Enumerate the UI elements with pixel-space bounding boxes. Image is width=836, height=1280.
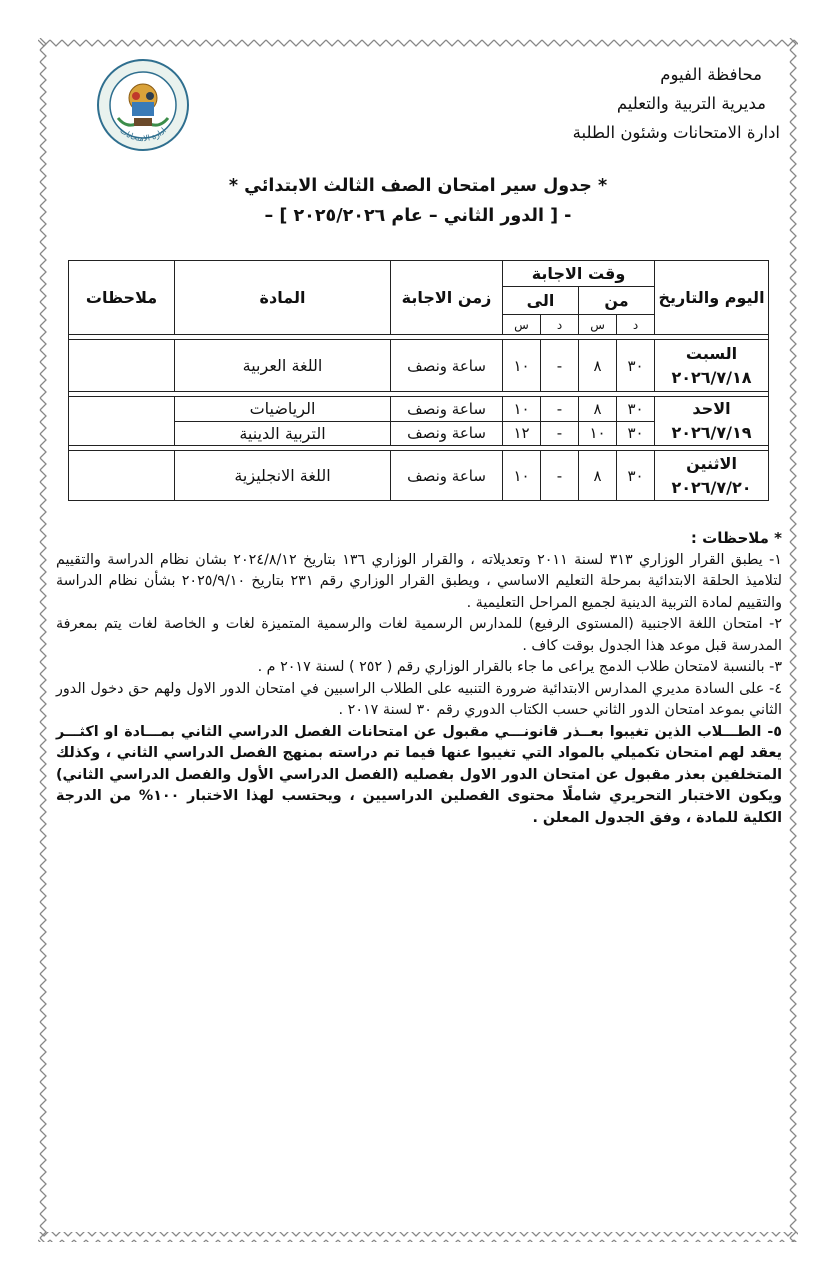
- day-date: ٢٠٢٦/٧/١٩: [671, 423, 752, 442]
- header-to: الى: [503, 287, 579, 315]
- from-minutes: ٣٠: [617, 397, 655, 422]
- notes-cell: [69, 340, 175, 392]
- header-day-date: اليوم والتاريخ: [655, 261, 769, 335]
- day-name: السبت: [685, 343, 738, 363]
- to-minutes: -: [541, 397, 579, 422]
- duration: ساعة ونصف: [391, 421, 503, 446]
- note-item-2: ٢- امتحان اللغة الاجنبية (المستوى الرفيع) للمدارس الرسمية لغات والرسمية المتميزة لغات و الخاصة لغات يتم بمعرفة المدرسة قبل موعد هذا الجدول بوقت كاف .: [56, 616, 782, 654]
- header-answer-time: وقت الاجابة: [503, 261, 655, 287]
- table-row: [69, 340, 769, 392]
- governorate-name: محافظة الفيوم: [660, 65, 762, 84]
- to-hours: ١٠: [503, 340, 541, 392]
- directorate-header: [572, 60, 780, 147]
- svg-text:ادارة الامتحانات: ادارة الامتحانات: [118, 125, 168, 144]
- to-hours: ١٠: [503, 397, 541, 422]
- header-to-minutes: د: [541, 315, 579, 335]
- header-from: من: [579, 287, 655, 315]
- subject: الرياضيات: [175, 397, 391, 422]
- day-date: ٢٠٢٦/٧/٢٠: [671, 477, 752, 497]
- notes-heading: * ملاحظات :: [690, 529, 782, 547]
- from-minutes: ٣٠: [617, 451, 655, 501]
- ministry-logo: [96, 58, 190, 152]
- to-minutes: -: [541, 340, 579, 392]
- to-hours: ١٠: [503, 451, 541, 501]
- from-hours: ٨: [579, 397, 617, 422]
- page-subtitle: - [ الدور الثاني – عام ٢٠٢٥/٢٠٢٦ ] –: [264, 206, 572, 226]
- to-hours: ١٢: [503, 421, 541, 446]
- subject: التربية الدينية: [175, 421, 391, 446]
- from-hours: ٨: [579, 340, 617, 392]
- to-minutes: -: [541, 451, 579, 501]
- from-minutes: ٣٠: [617, 340, 655, 392]
- header-from-hours: س: [579, 315, 617, 335]
- notes-cell: [69, 451, 175, 501]
- page-title: * جدول سير امتحان الصف الثالث الابتدائي *: [228, 176, 608, 196]
- header-notes: ملاحظات: [69, 261, 175, 335]
- day-name: الاثنين: [686, 453, 737, 473]
- header-from-minutes: د: [617, 315, 655, 335]
- from-hours: ٨: [579, 451, 617, 501]
- header-to-hours: س: [503, 315, 541, 335]
- subject: اللغة العربية: [175, 340, 391, 392]
- table-row: [69, 451, 769, 501]
- notes-section: [56, 528, 782, 829]
- header-subject: المادة: [175, 261, 391, 335]
- exam-schedule-table: [68, 260, 769, 501]
- note-item-3: ٣- بالنسبة لامتحان طلاب الدمج يراعى ما جاء بالقرار الوزاري رقم ( ٢٥٢ ) لسنة ٢٠١٧ م .: [257, 659, 782, 675]
- duration: ساعة ونصف: [391, 340, 503, 392]
- note-item-4: ٤- على السادة مديري المدارس الابتدائية ضرورة التنبيه على الطلاب الراسبين في امتحان الدور الاول ولهم حق دخول الدور الثاني بموعد امتحان الدور الثاني حسب الكتاب الدوري رقم ٣٠ لسنة ٢٠١٧ .: [56, 680, 782, 718]
- table-row: [69, 397, 769, 422]
- directorate-name: مديرية التربية والتعليم: [616, 94, 766, 113]
- duration: ساعة ونصف: [391, 451, 503, 501]
- day-date: ٢٠٢٦/٧/١٨: [671, 367, 752, 387]
- from-hours: ١٠: [579, 421, 617, 446]
- header-duration: زمن الاجابة: [391, 261, 503, 335]
- note-item-1: ١- يطبق القرار الوزاري ٣١٣ لسنة ٢٠١١ وتعديلاته ، والقرار الوزاري ١٣٦ بتاريخ ٢٠٢٤/٨/١٢ بشان نظام الدراسة والتقييم لتلاميذ الحلقة الابتدائية بمرحلة التعليم الاساسي ، ويطبق القرار الوزاري رقم ٢٣١ بتاريخ ٢٠٢٥/٩/١٠ بشأن نظام الدراسة والتقييم لمادة التربية الدينية لجميع المراحل التعليمية .: [56, 551, 782, 611]
- notes-cell: [69, 397, 175, 446]
- to-minutes: -: [541, 421, 579, 446]
- day-name: الاحد: [692, 399, 731, 418]
- note-item-5: ٥- الطـــلاب الذين تغيبوا بعــذر قانونـــي مقبول عن امتحانات الفصل الدراسي الثاني بمـــادة او اكثـــر يعقد لهم امتحان تكميلي بالمواد التي تغيبوا عنها فيما تم دراسته بمنهج الفصل الدراسي الثاني ، وكذلك المتخلفين بعذر مقبول عن امتحان الدور الاول بفصليه (الفصل الدراسي الأول والفصل الدراسي الثاني) ويكون الاختبار التحريري شاملًا محتوى الفصلين الدراسيين ، ويحتسب لهذا الاختبار ١٠٠% من الدرجة الكلية للمادة ، وفق الجدول المعلن .: [56, 723, 782, 826]
- subject: اللغة الانجليزية: [175, 451, 391, 501]
- from-minutes: ٣٠: [617, 421, 655, 446]
- duration: ساعة ونصف: [391, 397, 503, 422]
- department-name: ادارة الامتحانات وشئون الطلبة: [572, 123, 780, 142]
